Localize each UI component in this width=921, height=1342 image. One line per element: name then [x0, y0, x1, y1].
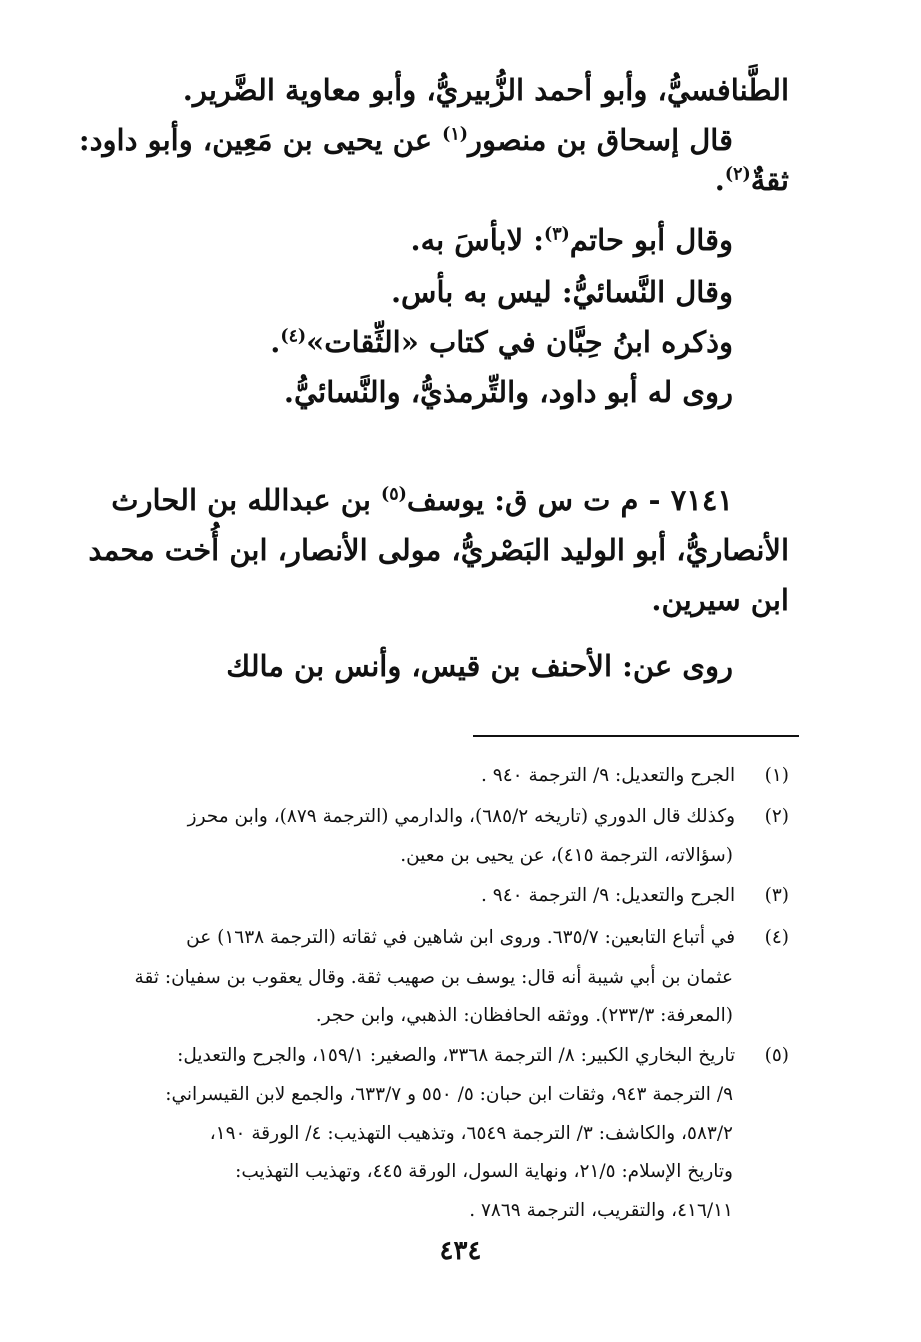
footnote-5-line-2: ٩/ الترجمة ٩٤٣، وثقات ابن حبان: ٥/ ٥٥٠ و ٦٣٣/٧، والجمع لابن القيسراني: — [165, 1084, 733, 1105]
footnote-ref-3: (٣) — [543, 224, 570, 245]
footnote-number: (٣) — [764, 885, 789, 906]
footnote-number: (٤) — [764, 927, 789, 948]
footnote-1: (١) الجرح والتعديل: ٩/ الترجمة ٩٤٠ . — [481, 765, 789, 786]
footnote-5-line-3: ٥٨٣/٢، والكاشف: ٣/ الترجمة ٦٥٤٩، وتذهيب التهذيب: ٤/ الورقة ١٩٠، — [209, 1123, 733, 1144]
main-line-3: ثقةٌ$^{(٢)}$. — [714, 163, 789, 197]
main-line-6: وذكره ابنُ حِبَّان في كتاب «الثِّقات»$^{(٤)}$. — [270, 325, 733, 359]
main-line-4: وقال أبو حاتم$^{(٣)}$: لابأسَ به. — [410, 223, 733, 257]
footnote-number: (٥) — [764, 1045, 789, 1066]
footnote-number: (١) — [764, 765, 789, 786]
footnote-4: (٤) في أتباع التابعين: ٦٣٥/٧. وروى ابن شاهين في ثقاته (الترجمة ١٦٣٨) عن — [186, 927, 789, 948]
footnote-ref-5: (٥) — [381, 484, 407, 505]
entry-heading: ٧١٤١ - م ت س ق: يوسف$^{(٥)}$ بن عبدالله بن الحارث — [111, 483, 733, 517]
footnote-5-line-4: وتاريخ الإسلام: ٢١/٥، ونهاية السول، الورقة ٤٤٥، وتهذيب التهذيب: — [235, 1161, 733, 1182]
footnote-2-line-2: (سؤالاته، الترجمة ٤١٥)، عن يحيى بن معين. — [400, 845, 733, 866]
main-line-10: ابن سيرين. — [651, 583, 789, 617]
main-line-2: قال إسحاق بن منصور$^{(١)}$ عن يحيى بن مَعِين، وأبو داود: — [78, 123, 733, 157]
footnote-5: (٥) تاريخ البخاري الكبير: ٨/ الترجمة ٣٣٦٨، والصغير: ١٥٩/١، والجرح والتعديل: — [177, 1045, 789, 1066]
page-number: ٤٣٤ — [439, 1236, 482, 1266]
footnote-ref-2: (٢) — [724, 164, 751, 185]
main-line-1: الطَّنافسيُّ، وأبو أحمد الزُّبيريُّ، وأبو معاوية الضَّرير. — [182, 73, 789, 107]
main-line-11: روى عن: الأحنف بن قيس، وأنس بن مالك — [226, 649, 733, 683]
footnote-ref-1: (١) — [442, 124, 468, 145]
main-line-9: الأنصاريُّ، أبو الوليد البَصْريُّ، مولى الأنصار، ابن أُخت محمد — [88, 533, 789, 567]
main-line-7: روى له أبو داود، والتِّرمذيُّ، والنَّسائيُّ. — [283, 375, 733, 409]
main-line-5: وقال النَّسائيُّ: ليس به بأس. — [390, 275, 733, 309]
footnote-separator — [473, 735, 799, 737]
footnote-3: (٣) الجرح والتعديل: ٩/ الترجمة ٩٤٠ . — [481, 885, 789, 906]
footnote-5-line-5: ٤١٦/١١، والتقريب، الترجمة ٧٨٦٩ . — [469, 1200, 733, 1221]
footnote-4-line-2: عثمان بن أبي شيبة أنه قال: يوسف بن صهيب ثقة. وقال يعقوب بن سفيان: ثقة — [134, 967, 733, 988]
footnote-4-line-3: (المعرفة: ٢٣٣/٣). ووثقه الحافظان: الذهبي، وابن حجر. — [315, 1005, 733, 1026]
footnote-2: (٢) وكذلك قال الدوري (تاريخه ٦٨٥/٢)، والدارمي (الترجمة ٨٧٩)، وابن محرز — [187, 806, 789, 827]
footnote-ref-4: (٤) — [280, 326, 307, 347]
footnote-number: (٢) — [764, 806, 789, 827]
